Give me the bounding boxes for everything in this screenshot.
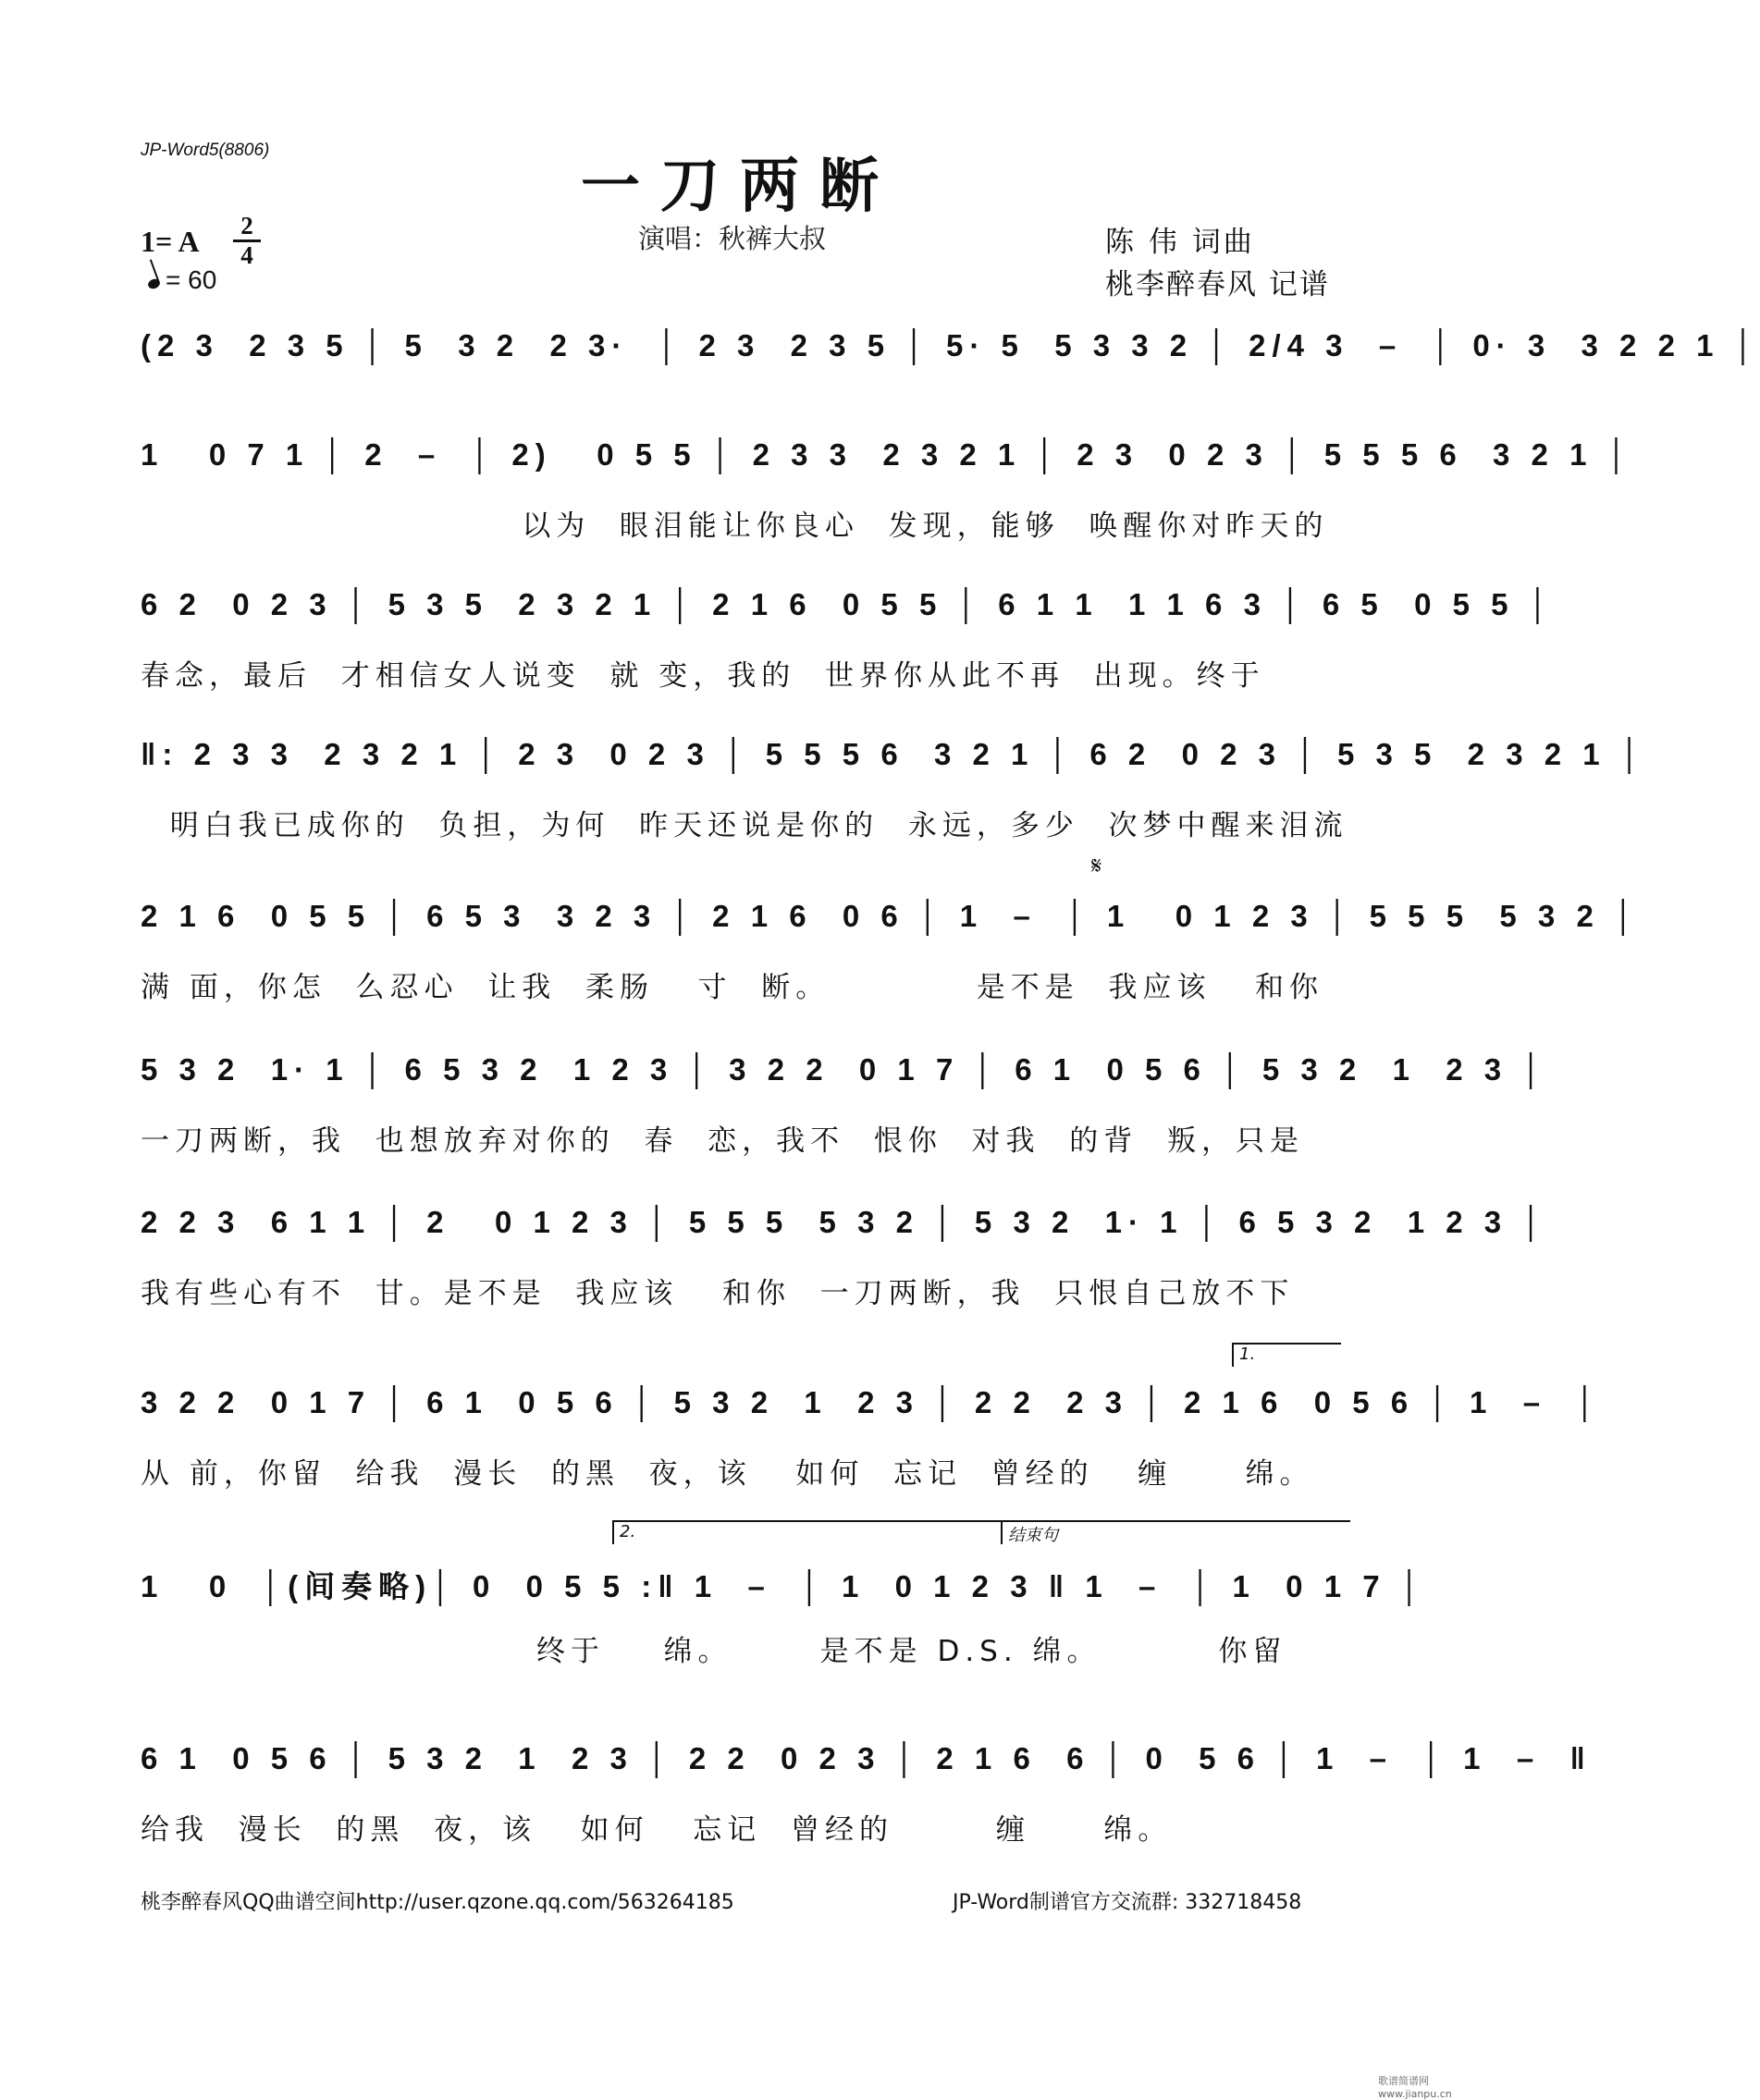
footer-group-credit: JP-Word制谱官方交流群: 332718458 [953,1891,1302,1914]
segno-sign: 𝄋 [1091,853,1102,880]
notes-line: 2 1 6 0 5 5 │ 6 5 3 3 2 3 │ 2 1 6 0 6 │ 1 – │ 1 0 1 2 3 │ 5 5 5 5 3 2 │ [141,899,1641,933]
lyrics-line: 终于 绵。 是不是 D.S. 绵。 你留 [141,1635,1287,1668]
site-watermark: 歌谱简谱网 www.jianpu.cn [1378,2075,1452,2100]
notes-line: 3 2 2 0 1 7 │ 6 1 0 5 6 │ 5 3 2 1 2 3 │ 2 2 2 3 │ 2 1 6 0 5 6 │ 1 – │ [141,1385,1603,1419]
lyrics-line: 明白我已成你的 负担，为何 昨天还说是你的 永远，多少 次梦中醒来泪流 [141,809,1348,842]
coda-bracket: 结束句 [1001,1520,1350,1544]
second-ending-bracket: 2. [612,1520,1101,1544]
score-system-1 [141,328,1760,421]
notes-line: 1 0 7 1 │ 2 – │ 2) 0 5 5 │ 2 3 3 2 3 2 1 │ 2 3 0 2 3 │ 5 5 5 6 3 2 1 │ [141,437,1634,472]
lyrics-line: 以为 眼泪能让你良心 发现，能够 唤醒你对昨天的 [141,510,1329,543]
lyrics-line: 一刀两断，我 也想放弃对你的 春 恋，我不 恨你 对我 的背 叛，只是 [141,1124,1304,1158]
lyricist-credit: 陈 伟 词曲 [1105,226,1255,259]
singer-credit: 演唱：秋裤大叔 [638,223,827,254]
lyrics-line: 春念，最后 才相信女人说变 就 变，我的 世界你从此不再 出现。终于 [141,659,1265,693]
key-signature: 1= A [141,225,200,258]
tempo-marking [148,265,216,295]
tempo-value: = 60 [166,265,217,294]
score-system-9 [141,1522,1427,1668]
song-title: 一刀两断 [581,152,899,221]
notes-line: 1 0 │(间奏略)│ 0 0 5 5 :‖ 1 – │ 1 0 1 2 3 ‖ 1 – │ 1 0 1 7 │ [141,1569,1427,1603]
score-system-8 [141,1345,1603,1491]
time-signature-top: 2 [240,212,253,239]
lyrics-line: 满 面，你怎 么忍心 让我 柔肠 寸 断。 是不是 我应该 和你 [141,971,1324,1004]
lyrics-line: 从 前，你留 给我 漫长 的黑 夜，该 如何 忘记 曾经的 缠 绵。 [141,1457,1314,1491]
notes-line: 2 2 3 6 1 1 │ 2 0 1 2 3 │ 5 5 5 5 3 2 │ 5 3 2 1· 1 │ 6 5 3 2 1 2 3 │ [141,1205,1548,1239]
score-system-3 [141,587,1556,693]
score-system-5 [141,853,1641,1004]
lyrics-line: 我有些心有不 甘。是不是 我应该 和你 一刀两断，我 只恨自己放不下 [141,1277,1295,1310]
software-credit: JP-Word5(8806) [141,141,270,160]
score-system-6 [141,1052,1548,1158]
notes-line: 5 3 2 1· 1 │ 6 5 3 2 1 2 3 │ 3 2 2 0 1 7 │ 6 1 0 5 6 │ 5 3 2 1 2 3 │ [141,1052,1548,1087]
footer-qzone-credit: 桃李醉春风QQ曲谱空间http://user.qzone.qq.com/563264185 [141,1891,734,1914]
score-system-4 [141,737,1647,842]
score-system-7 [141,1205,1548,1310]
transcriber-credit: 桃李醉春风 记谱 [1105,268,1330,301]
notes-line: 6 1 0 5 6 │ 5 3 2 1 2 3 │ 2 2 0 2 3 │ 2 1 6 6 │ 0 5 6 │ 1 – │ 1 – ‖ [141,1741,1592,1775]
score-system-2 [141,437,1634,543]
first-ending-bracket: 1. [1232,1343,1341,1367]
score-system-10 [141,1741,1592,1847]
notes-line: ‖: 2 3 3 2 3 2 1 │ 2 3 0 2 3 │ 5 5 5 6 3 2 1 │ 6 2 0 2 3 │ 5 3 5 2 3 2 1 │ [141,737,1647,771]
time-signature-bottom: 4 [240,241,253,269]
quarter-note-icon [147,277,162,290]
notes-line: (2 3 2 3 5 │ 5 3 2 2 3· │ 2 3 2 3 5 │ 5· 5 5 3 3 2 │ 2/4 3 – │ 0· 3 3 2 2 1 │ [141,328,1760,362]
notes-line: 6 2 0 2 3 │ 5 3 5 2 3 2 1 │ 2 1 6 0 5 5 │ 6 1 1 1 1 6 3 │ 6 5 0 5 5 │ [141,587,1556,621]
time-signature [231,214,263,268]
lyrics-line: 给我 漫长 的黑 夜，该 如何 忘记 曾经的 缠 绵。 [141,1813,1173,1847]
